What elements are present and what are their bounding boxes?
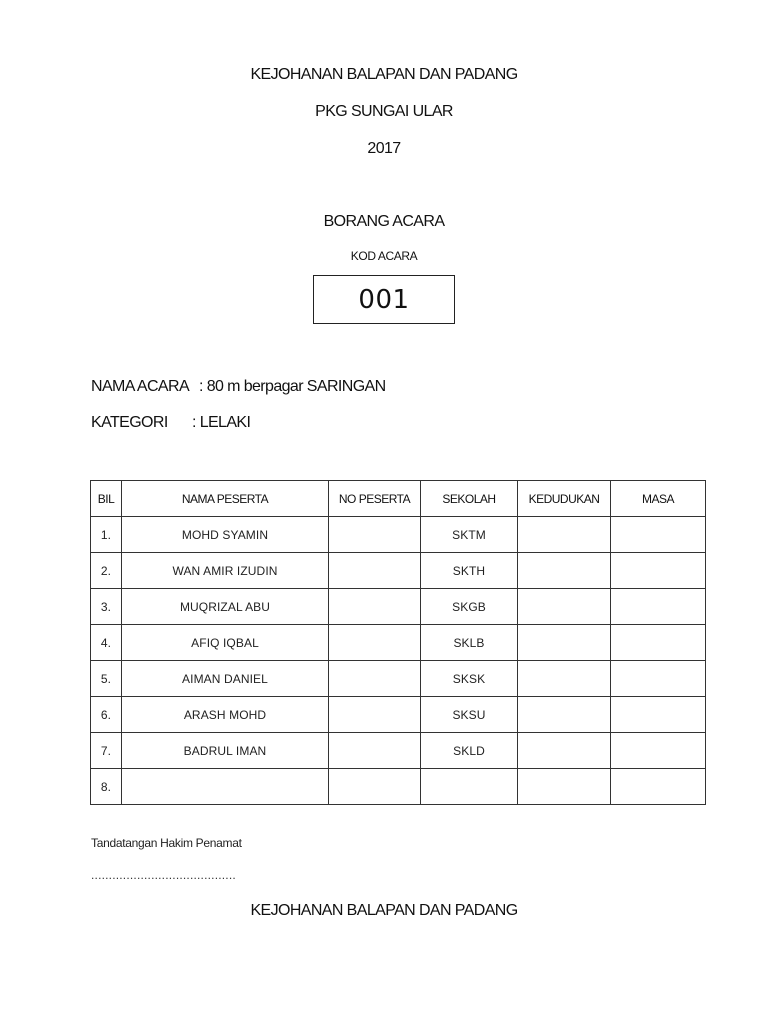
cell-nama: BADRUL IMAN (122, 733, 329, 769)
category-label: KATEGORI (91, 414, 168, 431)
cell-no-peserta (329, 517, 421, 553)
table-row (91, 769, 706, 805)
table-row (91, 625, 706, 661)
table-row (91, 589, 706, 625)
table-row (91, 553, 706, 589)
cell-sekolah: SKSK (421, 661, 518, 697)
cell-bil: 1. (91, 517, 122, 553)
column-header-no-peserta: NO PESERTA (329, 481, 421, 517)
header-title: KEJOHANAN BALAPAN DAN PADANG (250, 66, 518, 83)
cell-bil: 7. (91, 733, 122, 769)
cell-sekolah: SKTM (421, 517, 518, 553)
table-row (91, 697, 706, 733)
table-header-row (91, 481, 706, 517)
cell-kedudukan (518, 517, 611, 553)
column-header-kedudukan: KEDUDUKAN (518, 481, 611, 517)
cell-sekolah: SKSU (421, 697, 518, 733)
cell-nama: WAN AMIR IZUDIN (122, 553, 329, 589)
cell-masa (611, 517, 706, 553)
form-title: BORANG ACARA (323, 213, 445, 230)
footer-title: KEJOHANAN BALAPAN DAN PADANG (250, 902, 518, 919)
column-header-masa: MASA (611, 481, 706, 517)
signature-line: ......................................... (91, 868, 236, 882)
cell-nama: AFIQ IQBAL (122, 625, 329, 661)
cell-masa (611, 625, 706, 661)
cell-bil: 4. (91, 625, 122, 661)
cell-nama: MUQRIZAL ABU (122, 589, 329, 625)
cell-no-peserta (329, 733, 421, 769)
cell-masa (611, 553, 706, 589)
cell-masa (611, 589, 706, 625)
header-year: 2017 (367, 140, 401, 157)
cell-kedudukan (518, 661, 611, 697)
cell-masa (611, 697, 706, 733)
event-code-value: 001 (358, 284, 410, 315)
cell-sekolah: SKTH (421, 553, 518, 589)
cell-no-peserta (329, 589, 421, 625)
cell-no-peserta (329, 553, 421, 589)
cell-masa (611, 769, 706, 805)
event-name-label: NAMA ACARA (91, 378, 190, 395)
cell-no-peserta (329, 697, 421, 733)
event-code-box (313, 275, 455, 324)
cell-nama (122, 769, 329, 805)
cell-masa (611, 661, 706, 697)
cell-sekolah: SKGB (421, 589, 518, 625)
header-subtitle: PKG SUNGAI ULAR (315, 103, 453, 120)
category-value: : LELAKI (192, 414, 251, 431)
cell-bil: 3. (91, 589, 122, 625)
participants-table (90, 480, 706, 805)
cell-kedudukan (518, 625, 611, 661)
cell-kedudukan (518, 553, 611, 589)
column-header-nama-peserta: NAMA PESERTA (122, 481, 329, 517)
column-header-bil: BIL (91, 481, 122, 517)
cell-kedudukan (518, 589, 611, 625)
cell-bil: 8. (91, 769, 122, 805)
cell-sekolah: SKLB (421, 625, 518, 661)
cell-no-peserta (329, 769, 421, 805)
column-header-sekolah: SEKOLAH (421, 481, 518, 517)
cell-kedudukan (518, 769, 611, 805)
cell-bil: 6. (91, 697, 122, 733)
table-row (91, 661, 706, 697)
cell-bil: 2. (91, 553, 122, 589)
signature-label: Tandatangan Hakim Penamat (91, 836, 242, 850)
category-row (91, 414, 250, 432)
table-row (91, 733, 706, 769)
cell-kedudukan (518, 733, 611, 769)
code-label: KOD ACARA (350, 249, 418, 263)
cell-nama: AIMAN DANIEL (122, 661, 329, 697)
cell-no-peserta (329, 625, 421, 661)
cell-sekolah (421, 769, 518, 805)
cell-no-peserta (329, 661, 421, 697)
event-name-value: : 80 m berpagar SARINGAN (199, 378, 386, 395)
event-name-row (91, 378, 386, 396)
cell-sekolah: SKLD (421, 733, 518, 769)
cell-nama: ARASH MOHD (122, 697, 329, 733)
cell-kedudukan (518, 697, 611, 733)
cell-bil: 5. (91, 661, 122, 697)
cell-nama: MOHD SYAMIN (122, 517, 329, 553)
cell-masa (611, 733, 706, 769)
table-row (91, 517, 706, 553)
